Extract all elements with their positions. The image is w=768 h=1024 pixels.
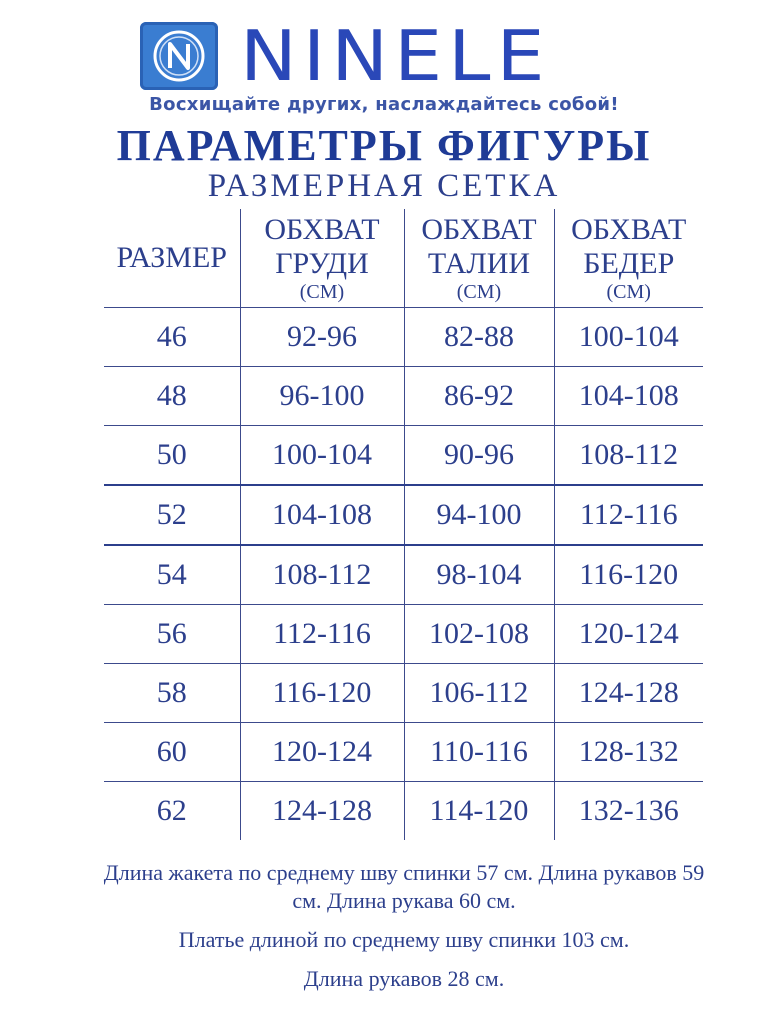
cell-bust: 92-96 (240, 308, 404, 367)
brand-logo (140, 14, 551, 97)
note-dress: Платье длиной по среднему шву спинки 103 см. (178, 927, 630, 952)
cell-size: 56 (104, 605, 240, 664)
cell-hips: 128-132 (554, 723, 703, 782)
cell-bust: 104-108 (240, 485, 404, 545)
header-size: РАЗМЕР (104, 209, 240, 308)
note-jacket: Длина жакета по среднему шву спинки 57 см. Длина рукавов 59 см. Длина рукава 60 см. (103, 860, 705, 913)
brand-slogan: Восхищайте других, наслаждайтесь собой! (149, 94, 619, 115)
cell-waist: 114-120 (404, 782, 554, 841)
cell-hips: 112-116 (554, 485, 703, 545)
header-bust-line2: ГРУДИ (275, 247, 369, 280)
size-chart-table (104, 209, 703, 840)
table-row (104, 485, 703, 545)
cell-bust: 124-128 (240, 782, 404, 841)
cell-waist: 82-88 (404, 308, 554, 367)
cell-size: 62 (156, 794, 187, 827)
table-row (104, 664, 703, 723)
cell-hips: 116-120 (554, 545, 703, 605)
garment-notes (90, 859, 718, 1004)
cell-hips: 108-112 (554, 426, 703, 486)
header-waist-line1: ОБХВАТ (421, 213, 537, 246)
cell-hips: 120-124 (554, 605, 703, 664)
header-hips-unit: (СМ) (606, 281, 651, 303)
cell-hips: 104-108 (554, 367, 703, 426)
ninele-emblem-icon (140, 22, 218, 90)
header-hips-line2: БЕДЕР (583, 247, 675, 280)
table-row (104, 723, 703, 782)
cell-size: 46 (104, 308, 240, 367)
header-hips-line1: ОБХВАТ (571, 213, 687, 246)
table-row (104, 782, 703, 841)
brand-name: NINELE (240, 14, 551, 97)
table-row (104, 367, 703, 426)
cell-waist: 94-100 (404, 485, 554, 545)
cell-bust: 100-104 (240, 426, 404, 486)
cell-hips: 124-128 (554, 664, 703, 723)
header-bust-unit: (СМ) (299, 281, 345, 303)
cell-bust: 96-100 (240, 367, 404, 426)
cell-waist: 106-112 (404, 664, 554, 723)
cell-size: 60 (104, 723, 240, 782)
note-sleeves: Длина рукавов 28 см. (303, 966, 505, 991)
header-bust-line1: ОБХВАТ (264, 213, 380, 246)
header-waist-line2: ТАЛИИ (427, 247, 531, 280)
table-row (104, 545, 703, 605)
cell-bust: 112-116 (240, 605, 404, 664)
cell-size: 48 (104, 367, 240, 426)
cell-size: 52 (104, 485, 240, 545)
cell-waist: 98-104 (404, 545, 554, 605)
header-waist-unit: (СМ) (456, 281, 502, 303)
cell-size: 50 (104, 426, 240, 486)
cell-bust: 120-124 (240, 723, 404, 782)
cell-waist: 86-92 (404, 367, 554, 426)
cell-waist: 110-116 (404, 723, 554, 782)
header-hips (554, 209, 703, 308)
cell-hips: 132-136 (554, 782, 703, 841)
cell-size: 58 (104, 664, 240, 723)
page-title: ПАРАМЕТРЫ ФИГУРЫ (116, 121, 652, 170)
table-header-row (104, 209, 703, 308)
page-subtitle: РАЗМЕРНАЯ СЕТКА (207, 168, 561, 204)
cell-waist: 90-96 (404, 426, 554, 486)
cell-waist: 102-108 (404, 605, 554, 664)
cell-bust: 108-112 (240, 545, 404, 605)
cell-size: 54 (104, 545, 240, 605)
header-bust (240, 209, 404, 308)
cell-hips: 100-104 (554, 308, 703, 367)
cell-bust: 116-120 (240, 664, 404, 723)
table-row (104, 426, 703, 486)
table-row (104, 605, 703, 664)
table-row (104, 308, 703, 367)
header-waist (404, 209, 554, 308)
